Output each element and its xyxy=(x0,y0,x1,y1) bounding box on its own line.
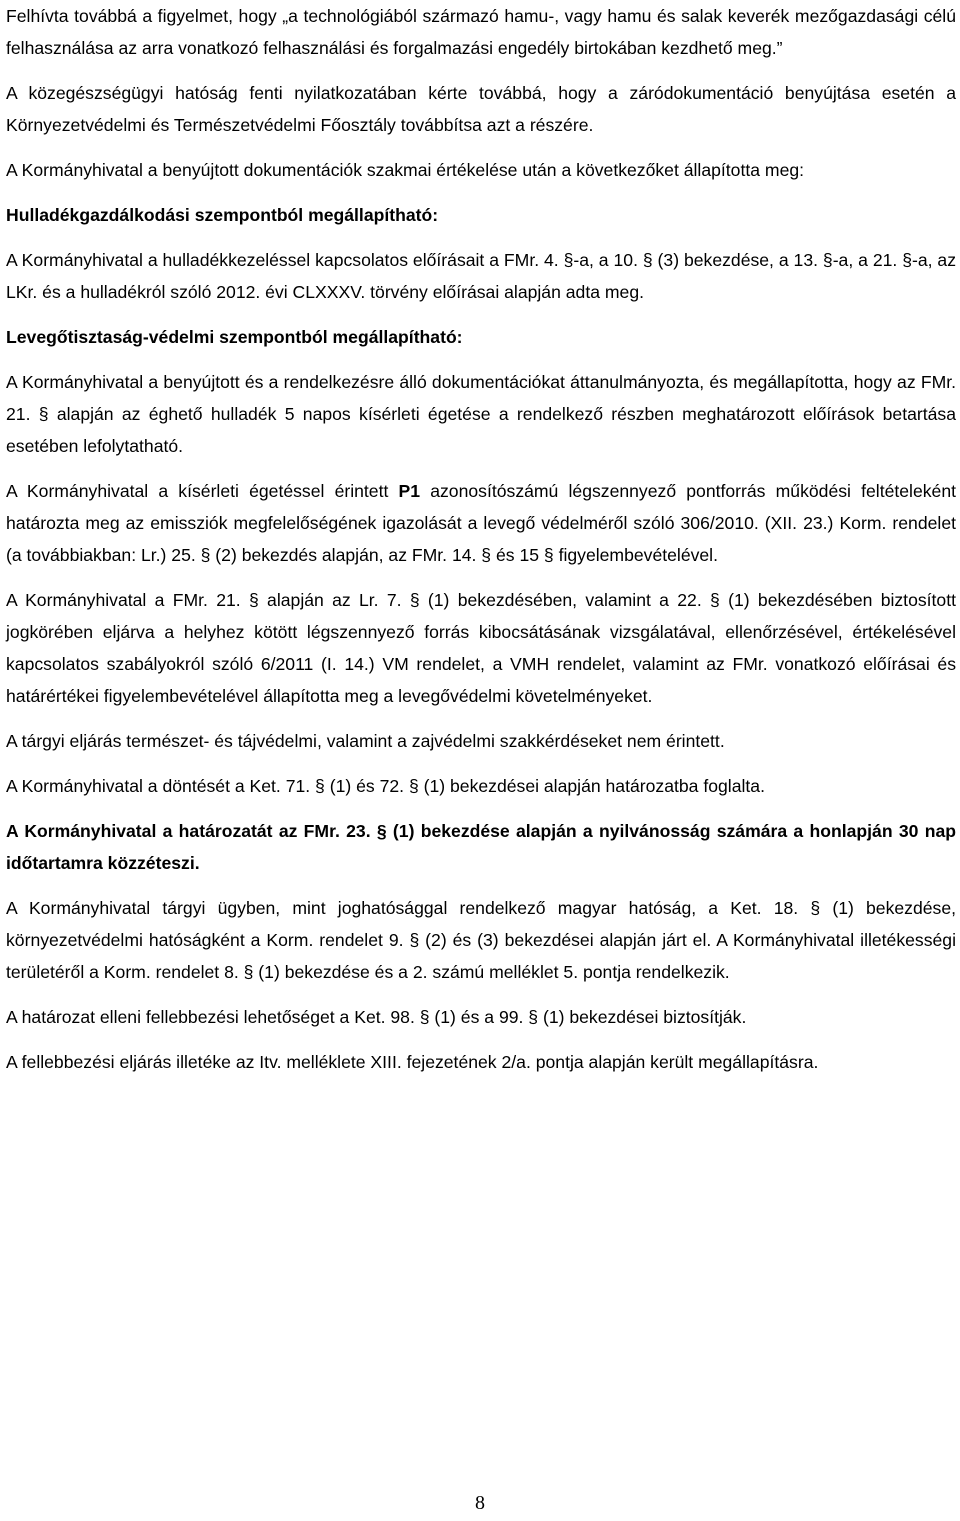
paragraph-assessment-intro: A Kormányhivatal a benyújtott dokumentációk szakmai értékelése után a következőket állapította meg: xyxy=(6,160,805,180)
heading-air-protection: Levegőtisztaság-védelmi szempontból megállapítható: xyxy=(6,327,463,347)
text-run: A Kormányhivatal a kísérleti égetéssel érintett xyxy=(6,481,399,501)
page-number: 8 xyxy=(475,1492,485,1514)
paragraph-waste-rules: A Kormányhivatal a hulladékkezeléssel kapcsolatos előírásait a FMr. 4. §-a, a 10. § (3) bekezdése, a 13. §-a, a 21. §-a, az LKr. és a hulladékról szóló 2012. évi CLXXXV. törvény előírásai alapján adta meg. xyxy=(6,250,956,302)
paragraph-appeal-fee: A fellebbezési eljárás illetéke az Itv. melléklete XIII. fejezetének 2/a. pontja alapján került megállapításra. xyxy=(6,1052,819,1072)
paragraph-jurisdiction: A Kormányhivatal tárgyi ügyben, mint joghatósággal rendelkező magyar hatóság, a Ket. 18. § (1) bekezdése, környezetvédelmi hatóságként a Korm. rendelet 9. § (2) és (3) bekezdései alapján járt el. A Kormányhivatal illetékességi területéről a Korm. rendelet 8. § (1) bekezdése és a 2. számú melléklet 5. pontja rendelkezik. xyxy=(6,898,956,982)
paragraph-decision-basis: A Kormányhivatal a döntését a Ket. 71. § (1) és 72. § (1) bekezdései alapján határozatba foglalta. xyxy=(6,776,765,796)
paragraph-ash-usage: Felhívta továbbá a figyelmet, hogy „a technológiából származó hamu-, vagy hamu és salak keverék mezőgazdasági célú felhasználása az arra vonatkozó felhasználási és forgalmazási engedély birtokában kezdhető meg.” xyxy=(6,6,956,58)
document-page xyxy=(6,0,956,1078)
paragraph-health-authority: A közegészségügyi hatóság fenti nyilatkozatában kérte továbbá, hogy a záródokumentáció benyújtása esetén a Környezetvédelmi és Természetvédelmi Főosztály továbbítsa azt a részére. xyxy=(6,83,956,135)
text-run: azonosítószámú légszennyező pontforrás működési feltételeként határozta meg az emissziók megfelelőségének igazolását a levegő védelméről szóló 306/2010. (XII. 23.) Korm. rendelet (a továbbiakban: Lr.) 25. § (2) bekezdés alapján, az FMr. 14. § és 15 § figyelembevételével. xyxy=(6,481,956,565)
paragraph-publication: A Kormányhivatal a határozatát az FMr. 23. § (1) bekezdése alapján a nyilvánosság számára a honlapján 30 nap időtartamra közzéteszi. xyxy=(6,821,956,873)
paragraph-emission-conditions xyxy=(6,475,956,571)
source-id: P1 xyxy=(398,481,421,501)
paragraph-trial-incineration: A Kormányhivatal a benyújtott és a rendelkezésre álló dokumentációkat áttanulmányozta, és megállapította, hogy az FMr. 21. § alapján az éghető hulladék 5 napos kísérleti égetése a rendelkező részben meghatározott előírások betartása esetében lefolytatható. xyxy=(6,372,956,456)
paragraph-nature-noise: A tárgyi eljárás természet- és tájvédelmi, valamint a zajvédelmi szakkérdéseket nem érintett. xyxy=(6,731,725,751)
heading-waste-management: Hulladékgazdálkodási szempontból megállapítható: xyxy=(6,205,439,225)
paragraph-appeal-right: A határozat elleni fellebbezési lehetőséget a Ket. 98. § (1) és a 99. § (1) bekezdései biztosítják. xyxy=(6,1007,747,1027)
paragraph-air-requirements: A Kormányhivatal a FMr. 21. § alapján az Lr. 7. § (1) bekezdésében, valamint a 22. § (1) bekezdésében biztosított jogkörében eljárva a helyhez kötött légszennyező forrás kibocsátásának vizsgálatával, ellenőrzésével, értékelésével kapcsolatos szabályokról szóló 6/2011 (I. 14.) VM rendelet, a VMH rendelet, valamint az FMr. vonatkozó előírásai és határértékei figyelembevételével állapította meg a levegővédelmi követelményeket. xyxy=(6,590,956,706)
